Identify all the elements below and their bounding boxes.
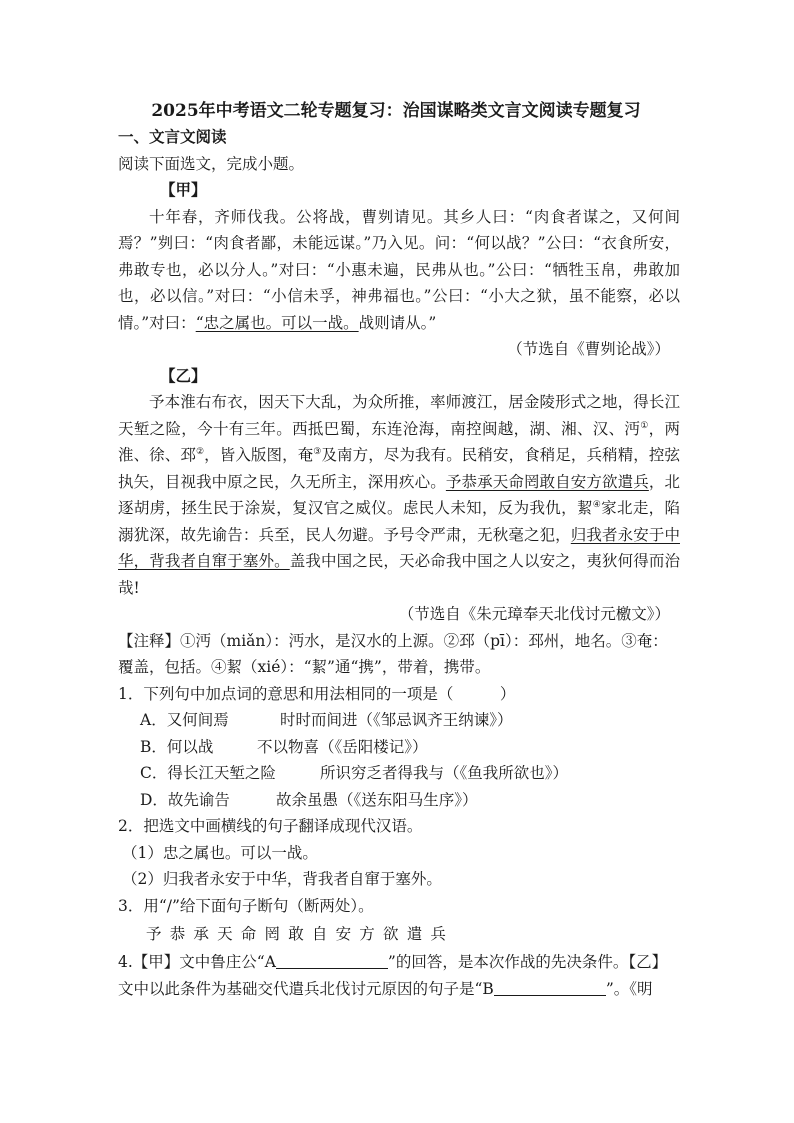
question-2-item: （2）归我者永安于中华，背我者自窜于塞外。: [122, 870, 442, 888]
passage-yi-part: ，皆入版图，奄: [204, 446, 314, 464]
passage-yi-part: 及南方，尽为我有。民稍安，食稍足，兵稍精，控弦执矢，目视我中原之民，久无所主，深用疚心。: [118, 446, 680, 491]
question-1-option: [118, 734, 680, 761]
annotation-line: 【注释】①沔（miǎn）：沔水，是汉水的上源。②邳（pī）：邳州，地名。③奄：: [118, 631, 668, 650]
option-right: 所识穷乏者得我与（《鱼我所欲也》）: [320, 764, 569, 782]
question-4-line: [118, 949, 680, 976]
question-1-option: [118, 787, 680, 814]
passage-jia-text: [118, 204, 680, 337]
question-4-text: 4.【甲】文中鲁庄公“A: [118, 953, 276, 971]
note-ref-2: ②: [195, 447, 205, 457]
passage-yi-text: [118, 389, 680, 601]
question-1-option: [118, 760, 680, 787]
answer-blank-b[interactable]: [494, 981, 606, 996]
question-2-item: （1）忠之属也。可以一战。: [122, 843, 318, 862]
option-left: C．得长江天堑之险: [140, 764, 276, 782]
passage-jia-body: 十年春，齐师伐我。公将战，曹刿请见。其乡人曰：“肉食者谋之，又何间焉？”刿曰：“肉食者鄙，未能远谋。”乃入见。问：“何以战？”公曰：“衣食所安，弗敢专也，必以分人。”对曰：“小惠未遍，民弗从也。”公曰：“牺牲玉帛，弗敢加也，必以信。”对曰：“小信未孚，神弗福也。”公曰：“小大之狱，虽不能察，必以情。”对曰：: [118, 207, 680, 332]
passage-yi-source: （节选自《朱元璋奉天北伐讨元檄文》）: [398, 605, 670, 623]
section-heading: 一、文言文阅读: [118, 127, 227, 146]
underlined-phrase: 予恭承天命罔敢自安方欲遣兵: [445, 472, 649, 491]
question-4-text: 文中以此条件为基础交代遣兵北伐讨元原因的句子是“B: [118, 979, 494, 998]
annotation-line: 覆盖，包括。④絜（xié）：“絜”通“携”，带着，携带。: [118, 658, 491, 676]
note-ref-3: ③: [313, 447, 322, 457]
answer-blank-a[interactable]: [276, 954, 388, 969]
passage-yi-part: ，两淮、徐、邳: [118, 419, 680, 464]
question-3-stem: 3．用“/”给下面句子断句（断两处）。: [118, 896, 374, 915]
option-left: B．何以战: [140, 737, 214, 756]
passage-yi-part: 家北走，陷溺犹深，故先谕告：兵至，民人勿避。予号令严肃，无秋毫之犯，: [118, 499, 680, 544]
underlined-sentence-1: “忠之属也。可以一战。: [195, 313, 359, 332]
page-title: 2025年中考语文二轮专题复习：治国谋略类文言文阅读专题复习: [151, 101, 641, 121]
option-right: 故余虽愚（《送东阳马生序》）: [276, 790, 478, 809]
option-left: A．又何间焉: [140, 711, 229, 729]
passage-jia-end: 战则请从。”: [358, 313, 437, 332]
document-content: [118, 98, 680, 1002]
question-3-sentence: 予恭承天命罔敢自安方欲遣兵: [146, 925, 455, 943]
underlined-sentence-2: 归我者永安于中华，背我者自窜于塞外。: [118, 525, 680, 570]
note-ref-4: ④: [592, 500, 602, 510]
passage-yi-part: 盖我中国之民，天必命我中国之人以安之，夷狄何得而治哉!: [118, 552, 680, 597]
question-4-line: [118, 976, 680, 1003]
passage-yi-label: 【乙】: [160, 365, 207, 385]
question-1-stem: 1．下列句中加点词的意思和用法相同的一项是（ ）: [118, 684, 516, 703]
option-left: D．故先谕告: [140, 790, 230, 809]
question-1-option: [118, 707, 680, 734]
passage-jia-label: 【甲】: [160, 180, 207, 199]
instruction-text: 阅读下面选文，完成小题。: [118, 154, 305, 173]
passage-yi-part: 予本淮右布衣，因天下大乱，为众所推，率师渡江，居金陵形式之地，得长江天堑之险，今十有三年。西抵巴蜀，东连沧海，南控闽越，湖、湘、汉、沔: [118, 393, 680, 438]
question-4-text: ”的回答，是本次作战的先决条件。【乙】: [387, 953, 668, 971]
option-right: 时时而间进（《邹忌讽齐王纳谏》）: [280, 711, 513, 729]
question-4-text: ”。《明: [605, 979, 653, 998]
note-ref-1: ①: [640, 420, 649, 431]
passage-jia-source: （节选自《曹刿论战》）: [507, 340, 670, 358]
option-right: 不以物喜（《岳阳楼记》）: [257, 737, 428, 756]
question-2-stem: 2．把选文中画横线的句子翻译成现代汉语。: [118, 817, 423, 835]
passage-yi-part: ，北逐胡虏，拯生民于涂炭，复汉官之威仪。虑民人未知，反为我仇，絜: [118, 472, 680, 517]
